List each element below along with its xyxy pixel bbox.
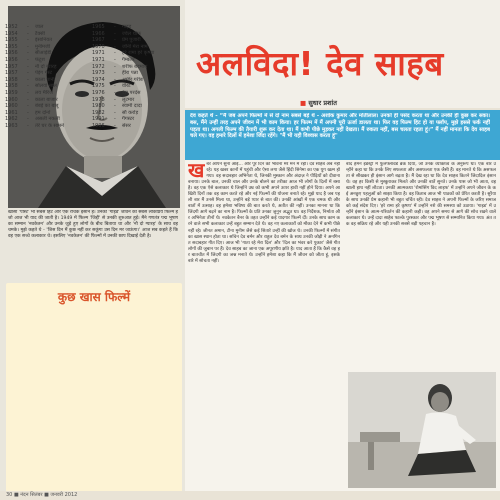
drop-cap: ख <box>188 162 205 182</box>
film-row: 1963 - तेरे घर के सामने <box>5 122 64 129</box>
films-box-title: कुछ खास फिल्में <box>57 290 131 304</box>
film-row: 1967 - प्रेम पुजारी <box>92 37 141 44</box>
film-row: 1955 - मुनीमजी <box>5 43 51 50</box>
film-row: 1974 - अमीर गरीब <box>92 76 143 83</box>
film-row: 1955 - इंसानियत <box>5 37 52 44</box>
film-row: 1973 - हीरा पन्ना <box>92 70 138 77</box>
intro-text: देव कहते थे - “मैं जब अपने फिल्मों में से दो नाम सबसे बड़े थे - अशोक कुमार और मोतीलाल। उनको ही पसंद करता था और उनकी ही कुछ कर सका। बस, मैंने उन्हीं तरह अपने जीवन में भी काम किया। हर फिल्म में मैं अपनी पूरी ऊर्जा डालता था। फिर वह फिल्म हिट हो या फ्लॉप, मुझे इससे फर्क नहीं पड़ता था। अगली फिल्म की तैयारी शुरू कर देता था। मैं कभी पीछे मुड़कर नहीं देखता। मैं रुकता नहीं, बस चलता रहता हूं।” मैं नहीं मानता कि देव साहब चले गए। वह हमारे दिलों में हमेशा जिंदा रहेंगे। "मैं भी यही विश्वास करता हूं" <box>190 113 490 140</box>
film-row: 1966 - ज्वेल थीफ <box>92 30 141 37</box>
article-byline <box>300 98 337 107</box>
article-headline: अलविदा! देव साहब <box>196 44 444 83</box>
film-row: 1971 - हरे रामा हरे कृष्णा <box>92 50 155 57</box>
film-row: 1965 - गाइड <box>92 24 132 30</box>
film-row: 1958 - काला पानी <box>5 76 55 83</box>
film-row: 1956 - फंटूश <box>5 56 45 63</box>
footer-text: 30 ■ नंदन सितंबर ■ जनवरी 2012 <box>6 492 78 498</box>
article-column-2: बाद हमने इंडस्ट्री में फुलफ्लावर्ड ब्रेक दिया, जो उनके व्यक्तित्व के अनुरूप था। एक बार उन्होंने कहा था कि उनके लिए सफलता और असफलता एक जैसी हैं। वह मानते थे कि असफलता से सीखकर ही इंसान आगे बढ़ता है। मैं देख रहा था कि देव साहब कितने जिंदादिल इंसान थे। वह हर किसी से मुस्कुराकर मिलते और उनकी बातें सुनते। उनके पास जो भी आता, वह खाली हाथ नहीं लौटता। उनकी आत्मकथा 'रोमांसिंग विद लाइफ' में उन्होंने अपने जीवन के कई अनछुए पहलुओं को साझा किया है। वह किताब आज भी पाठकों को प्रेरित करती है। सुरैया के साथ उनकी प्रेम कहानी भी बहुत चर्चित रही। देव साहब ने अपनी फिल्मों के जरिए समाज को कई संदेश दिए। 'हरे रामा हरे कृष्णा' में उन्होंने नशे की समस्या को उठाया। 'गाइड' में उन्होंने इंसान के आत्म-परिवर्तन की कहानी कही। वह अपने समय से आगे की सोच रखने वाले कलाकार थे। उन्हें दादा साहेब फाल्के पुरस्कार और पद्म भूषण से सम्मानित किया गया। अंत तक वह सक्रिय रहे और यही उनकी सबसे बड़ी पहचान है। <box>346 162 496 228</box>
byline-author: सुधार प्रशांत <box>308 99 337 107</box>
film-row: 1952 - जाल <box>5 24 44 30</box>
dev-anand-action-image <box>348 372 496 488</box>
films-list-right <box>92 24 176 130</box>
film-row: 1962 - असली नकली <box>5 116 60 123</box>
byline-marker-icon: ■ <box>300 99 309 107</box>
film-row: 1980 - स्वामी दादा <box>92 103 142 110</box>
film-row: 1978 - लूटमार <box>92 96 135 103</box>
film-row: 1957 - नौ दो ग्यारह <box>5 63 57 70</box>
film-row: 1960 - बंबई का बाबू <box>5 103 59 110</box>
film-row: 1970 - जॉनी मेरा नाम <box>92 43 148 50</box>
film-row: 1960 - काला बाजार <box>5 96 58 103</box>
film-row: 1972 - शरीफ बदमाश <box>92 63 148 70</box>
film-row: 1954 - टैक्सी <box>5 30 45 37</box>
photo-caption: खासा 'पोस्ट' भी सबसे हिट और एक रोचक इंसान हैं। उनकी 'गाइड' जीवन की सबसे लोकप्रिय फिल्म है जो आज भी याद की जाती है। 1949 में फिल्म 'जिद्दी' से उनकी शुरुआत हुई। मैंने गणतंत्र पद्म भूषण का सम्मान 'नवकेतन' और उनके जुड़े हुए लोगों के बीच बिताया था और 'नौ दो ग्यारह' के साथ वह चमके। मुझे कहते थे - 'जिस दिन मैं कुछ नहीं कर सकूंगा उस दिन मर जाऊंगा।' आज सब कहते हैं कि वह एक सच्चे कलाकार थे। इसलिए 'नवकेतन' की फिल्मों में उनकी छाप दिखाई देती है। <box>8 210 178 239</box>
film-row: 1996 - सेंसर <box>92 122 131 129</box>
films-list-left <box>5 24 89 130</box>
film-row: 1971 - गैम्बलर <box>92 56 135 63</box>
film-row: 1991 - गैंगस्टर <box>92 116 135 123</box>
film-row: 1982 - सौ करोड़ <box>92 109 139 116</box>
film-row: 1956 - सीआईडी <box>5 50 52 57</box>
film-row: 1957 - पेइंग गेस्ट <box>5 70 52 77</box>
film-row: 1975 - वॉरंट <box>92 83 131 90</box>
column-1-text: बर आपने सुना आई... और पूरे दिन को भावना मेरे मन में रही। देव साहब अब नहीं रहे। यह खबर कानों में पहुंची और ऐसा लगा जैसे हिंदी सिनेमा का एक युग खत्म हो गया। वह सदाबहार अभिनेता थे, जिनकी मुस्कान और अंदाज़ ने पीढ़ियों को दीवाना बनाया। उनके बाल, उनकी चाल और उनके बोलने का तरीका आज भी लोगों के दिलों में बसा है। वह एक ऐसे कलाकार थे जिन्होंने उम्र को कभी अपने ऊपर हावी नहीं होने दिया। अपने आखिरी दिनों तक वह काम करते रहे और नई फिल्मों की योजना बनाते रहे। मुझे याद है जब पहली बार मैं उनसे मिला था, उन्होंने बड़े प्यार से बात की। उनकी आंखों में एक चमक थी और बातों में उत्साह। वह हमेशा भविष्य की बात करते थे, अतीत की नहीं। उनका मानना था कि जिंदगी आगे बढ़ने का नाम है। फिल्मों के प्रति उनका जुनून अद्भुत था। वह निर्देशक, निर्माता और अभिनेता तीनों थे। नवकेतन बैनर के तहत उन्होंने कई यादगार फिल्में दीं। उनके साथ काम करने वाले सभी कलाकार उन्हें बहुत सम्मान देते थे। वह नए कलाकारों को मौका देने में कभी पीछे नहीं रहे। जीनत अमान, टीना मुनीम जैसे कई सितारे उन्हीं की खोज थे। उनकी फिल्मों में संगीत का खास स्थान होता था। सचिन देव बर्मन और राहुल देव बर्मन के साथ उनकी जोड़ी ने अनगिनत सदाबहार गीत दिए। आज भी 'गाता रहे मेरा दिल' और 'दिल का भंवर करे पुकार' जैसे गीत लोगों की जुबान पर हैं। देव साहब का जाना एक अपूरणीय क्षति है। याद आता है कि कैसे वह हर बातचीत में जिंदगी का जश्न मनाते थे। उन्होंने हमेशा कहा कि मैं जीवन को जीता हूं, इसके बारे में सोचता नहीं। <box>188 162 340 264</box>
film-row: 1959 - लव मैरिज <box>5 89 53 96</box>
notable-films-box <box>6 283 182 493</box>
secondary-photo <box>348 372 496 488</box>
film-row: 1976 - देस परदेस <box>92 89 141 96</box>
film-row: 1958 - सोलवां साल <box>5 83 57 90</box>
article-column-1 <box>188 162 340 484</box>
film-row: 1961 - हम दोनों <box>5 109 51 116</box>
